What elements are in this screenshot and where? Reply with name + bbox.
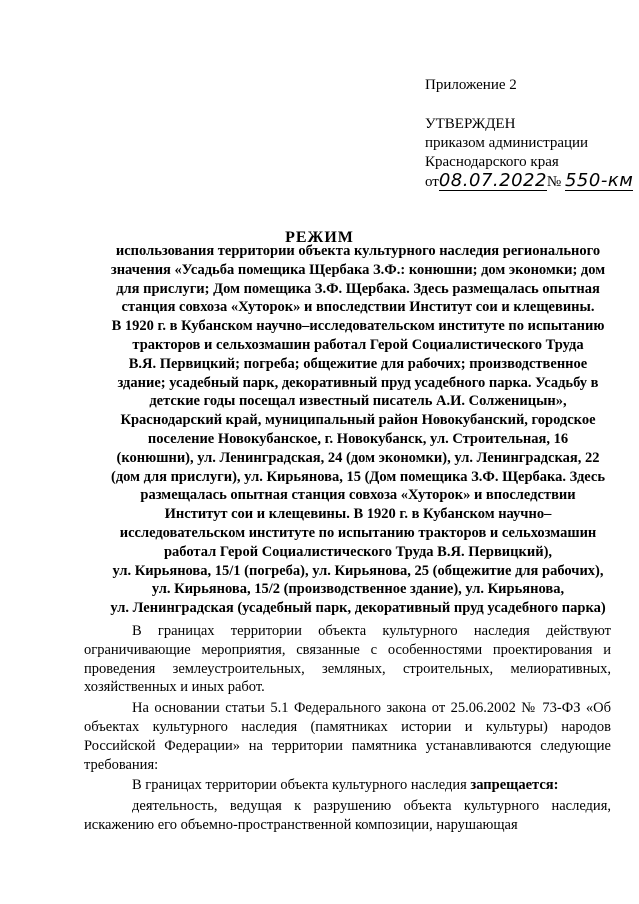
- subject-line: работал Герой Социалистического Труда В.Я. Первицкий),: [163, 543, 553, 560]
- document-subject: [84, 242, 632, 618]
- subject-line: исследовательском институте по испытанию тракторов и сельхозмашин: [119, 524, 597, 541]
- document-title: РЕЖИМ: [285, 229, 354, 246]
- region-label: Краснодарского края: [425, 154, 559, 170]
- from-prefix: от: [425, 174, 439, 190]
- subject-line: детские годы посещал известный писатель А.И. Солженицын»,: [149, 393, 567, 410]
- subject-line: значения «Усадьба помещика Щербака З.Ф.: конюшни; дом экономки; дом: [110, 261, 606, 278]
- subject-line: В 1920 г. в Кубанском научно–исследовательском институте по испытанию: [111, 318, 605, 335]
- body-paragraph: На основании статьи 5.1 Федерального закона от 25.06.2002 № 73-ФЗ «Об объектах культурного наследия (памятниках истории и культуры) народов Российской Федерации» на территории памятника устанавливаются следующие требования:: [84, 700, 611, 773]
- subject-line: (дом для прислуги), ул. Кирьянова, 15 (Дом помещика З.Ф. Щербака. Здесь: [110, 468, 606, 485]
- handwritten-number: 550-км: [564, 170, 634, 191]
- approved-label: УТВЕРЖДЕН: [425, 116, 516, 132]
- subject-line: тракторов и сельхозмашин работал Герой Социалистического Труда: [132, 336, 584, 353]
- body-paragraph: деятельность, ведущая к разрушению объекта культурного наследия, искажению его объемно-пространственной композиции, нарушающая: [84, 798, 611, 833]
- subject-line: поселение Новокубанское, г. Новокубанск, ул. Строительная, 16: [147, 430, 569, 447]
- number-sign: №: [546, 174, 562, 190]
- handwritten-date: 08.07.2022: [438, 170, 547, 191]
- subject-line: для прислуги; Дом помещика З.Ф. Щербака. Здесь размещалась опытная: [116, 280, 600, 297]
- body-paragraph: В границах территории объекта культурного наследия действуют ограничивающие мероприятия, связанные с особенностями проектирования и проведения землеустроительных, земляных, строительных, мелиоративных, хозяйственных и иных работ.: [84, 623, 611, 696]
- order-date-number: [425, 170, 634, 192]
- prohibited-label: запрещается:: [470, 777, 559, 794]
- subject-line: ул. Ленинградская (усадебный парк, декоративный пруд усадебного парка): [110, 600, 606, 617]
- subject-line: здание; усадебный парк, декоративный пруд усадебного парка. Усадьбу в: [117, 374, 599, 391]
- subject-line: размещалась опытная станция совхоза «Хуторок» и впоследствии: [140, 487, 576, 504]
- subject-line: Краснодарский край, муниципальный район Новокубанский, городское: [120, 412, 596, 429]
- subject-line: В.Я. Первицкий; погреба; общежитие для рабочих; производственное: [128, 355, 588, 372]
- subject-line: ул. Кирьянова, 15/2 (производственное здание), ул. Кирьянова,: [151, 581, 565, 598]
- subject-line: использования территории объекта культурного наследия регионального: [115, 243, 601, 259]
- order-label: приказом администрации: [425, 135, 589, 151]
- subject-line: ул. Кирьянова, 15/1 (погреба), ул. Кирьянова, 25 (общежитие для рабочих),: [112, 562, 604, 579]
- paragraph-text: В границах территории объекта культурного наследия: [132, 777, 471, 794]
- subject-line: (конюшни), ул. Ленинградская, 24 (дом экономки), ул. Ленинградская, 22: [116, 449, 600, 466]
- appendix-label: Приложение 2: [425, 77, 517, 93]
- approval-block: [425, 76, 634, 192]
- subject-line: Институт сои и клещевины. В 1920 г. в Кубанском научно–: [164, 506, 552, 523]
- body-paragraph: [84, 776, 611, 795]
- subject-line: станция совхоза «Хуторок» и впоследствии Институт сои и клещевины.: [121, 299, 595, 316]
- document-body: [84, 622, 611, 835]
